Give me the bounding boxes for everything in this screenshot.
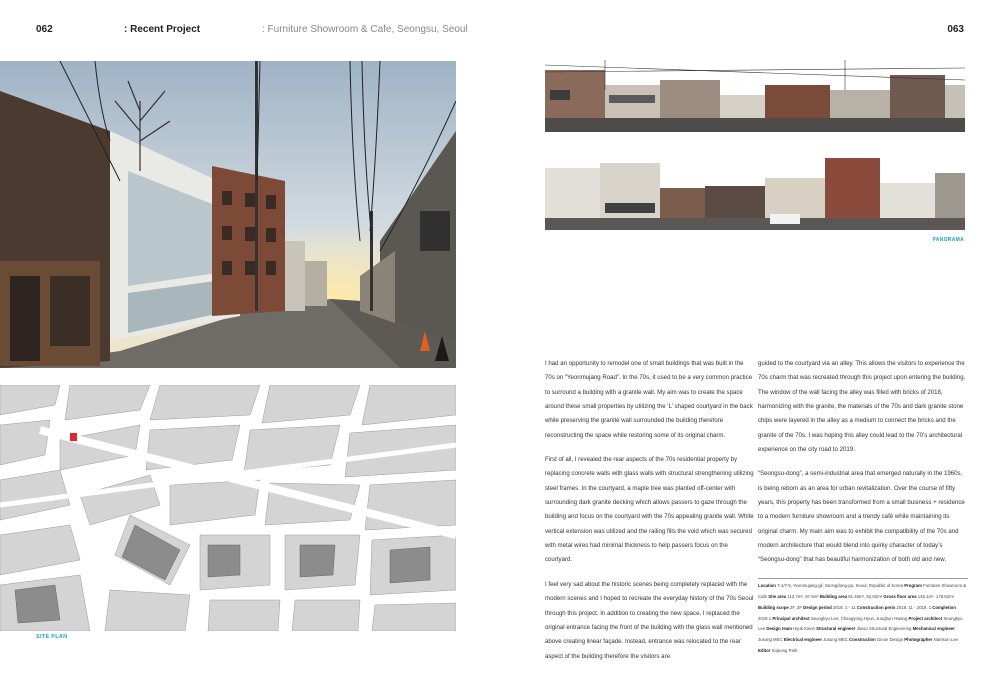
project-credits	[758, 578, 968, 657]
street-photo-illustration	[0, 61, 456, 368]
street-photo	[0, 61, 456, 368]
body-column-left	[545, 357, 755, 674]
panorama-label: PANORAMA	[932, 237, 964, 243]
project-title: : Furniture Showroom & Cafe, Seongsu, Seoul	[262, 24, 468, 35]
paragraph: I feel very sad about the historic scenes being completely replaced with the modern scenes and I hoped to recreate the everyday history of the 70s Seoul through this project. In addition to creating the new space, I replaced the original entrance facing the front of the building with the glass wall mentioned above creating linear façade. Instead, entrance was relocated to the rear aspect of the building therefore the visitors are	[545, 580, 754, 660]
credit-item: Mechanical engineer Jusung MEC	[758, 626, 955, 643]
credit-item: Program Furniture Showroom & Cafe	[758, 582, 967, 599]
paragraph: guided to the courtyard via an alley. This allows the visitors to experience the 70s charm that was recreated through this project upon entering the building. The window of the wall facing the alley was filled with bricks of 2018, harmonizing with the granite, the materials of the 70s and dark granite stone chips were layered in the alley as a medium to connect the bricks and the granite of the 70s. I was hoping this alley could lead to the 70’s architectural experience on the city road to 2019.	[758, 360, 966, 454]
panorama-top	[545, 60, 965, 132]
site-marker	[70, 433, 77, 441]
credit-item: Location 7-1/7-5, Yeonmujang-gil, Seongdong-gu, Seoul, Republic of Korea	[758, 582, 904, 588]
page-number-left: 062	[36, 24, 53, 35]
credit-item: Building scope 2F, 3F	[758, 604, 802, 610]
credit-item: Construction Ginoe Design	[849, 637, 904, 643]
credit-item: Construction perio 2018. 11 - 2019. 1	[856, 604, 932, 610]
credit-item: Completion 2019.1	[758, 604, 956, 621]
credit-item: Design period 2018. 1 - 11	[803, 604, 856, 610]
site-plan-map	[0, 385, 456, 631]
credit-item: Gross floor area 145.1m², 178.52m²	[883, 593, 955, 599]
site-plan	[0, 385, 456, 631]
section-title: : Recent Project	[124, 24, 201, 35]
site-plan-label: SITE PLAN	[36, 634, 68, 640]
credit-item: Editor Sojeong Park	[758, 648, 798, 654]
panorama-bottom-strip	[545, 158, 965, 230]
credit-item: Design team Hyuk Kwon	[766, 626, 815, 632]
credit-item: Structural engineer Jiwoo Structural Engineering	[816, 626, 912, 632]
credit-item: Principal architect Seungkyu Lee, Changyong Hyun, Junghun Hwang	[772, 615, 908, 621]
credit-item: Photographer Namsun Lee	[904, 637, 958, 643]
body-column-right	[758, 357, 968, 657]
paragraph: First of all, I revealed the rear aspects of the 70s residential property by replacing concrete walls with glass walls with structural strengthening utilizing steel frames. In the courtyard, a maple tree was planted off-center with surrounding dark granite decking which allows passers to gaze through the building and focus on the courtyard with the 70s appealing granite wall. White vertical extension was utilized and the railing fills the void which was secured with metal wires had minimal thickness to help passers focus on the courtyard.	[545, 456, 754, 564]
credit-item: Electrical engineer Jusung MEC	[783, 637, 848, 643]
credit-item: Site area 112.7m², 97.6m²	[768, 593, 819, 599]
credit-item: Building area 81.46m², 62.62m²	[819, 593, 883, 599]
credit-item: Project architect Seungkyu Lee	[758, 615, 963, 632]
page-number-right: 063	[947, 24, 964, 35]
paragraph: I had an opportunity to remodel one of small buildings that was built in the 70s on “Yeonmujang Road”. In the 70s, it used to be a very common practice to surround a building with a granite wall. My aim was to create the space around these small properties by utilizing the ‘L’ shaped courtyard in the back while preserving the granite wall surrounded the building therefore reconstructing the space while restoring some of its original charm.	[545, 360, 753, 439]
panorama-bottom	[545, 158, 965, 230]
panorama-top-strip	[545, 60, 965, 132]
paragraph: “Seongsu-dong”, a semi-industrial area that emerged naturally in the 1960s, is being reborn as an area for urban revitalization. Over the course of fifty years, this property has been transformed from a small business + residence to a modern furniture showroom and a trendy café while maintaining its original charm. My main aim was to exhibit the compatibility of the 70s and modern architecture that would blend into quirky character of today’s “Seongsu-dong” that has beautiful harmonization of both old and new.	[758, 470, 965, 564]
